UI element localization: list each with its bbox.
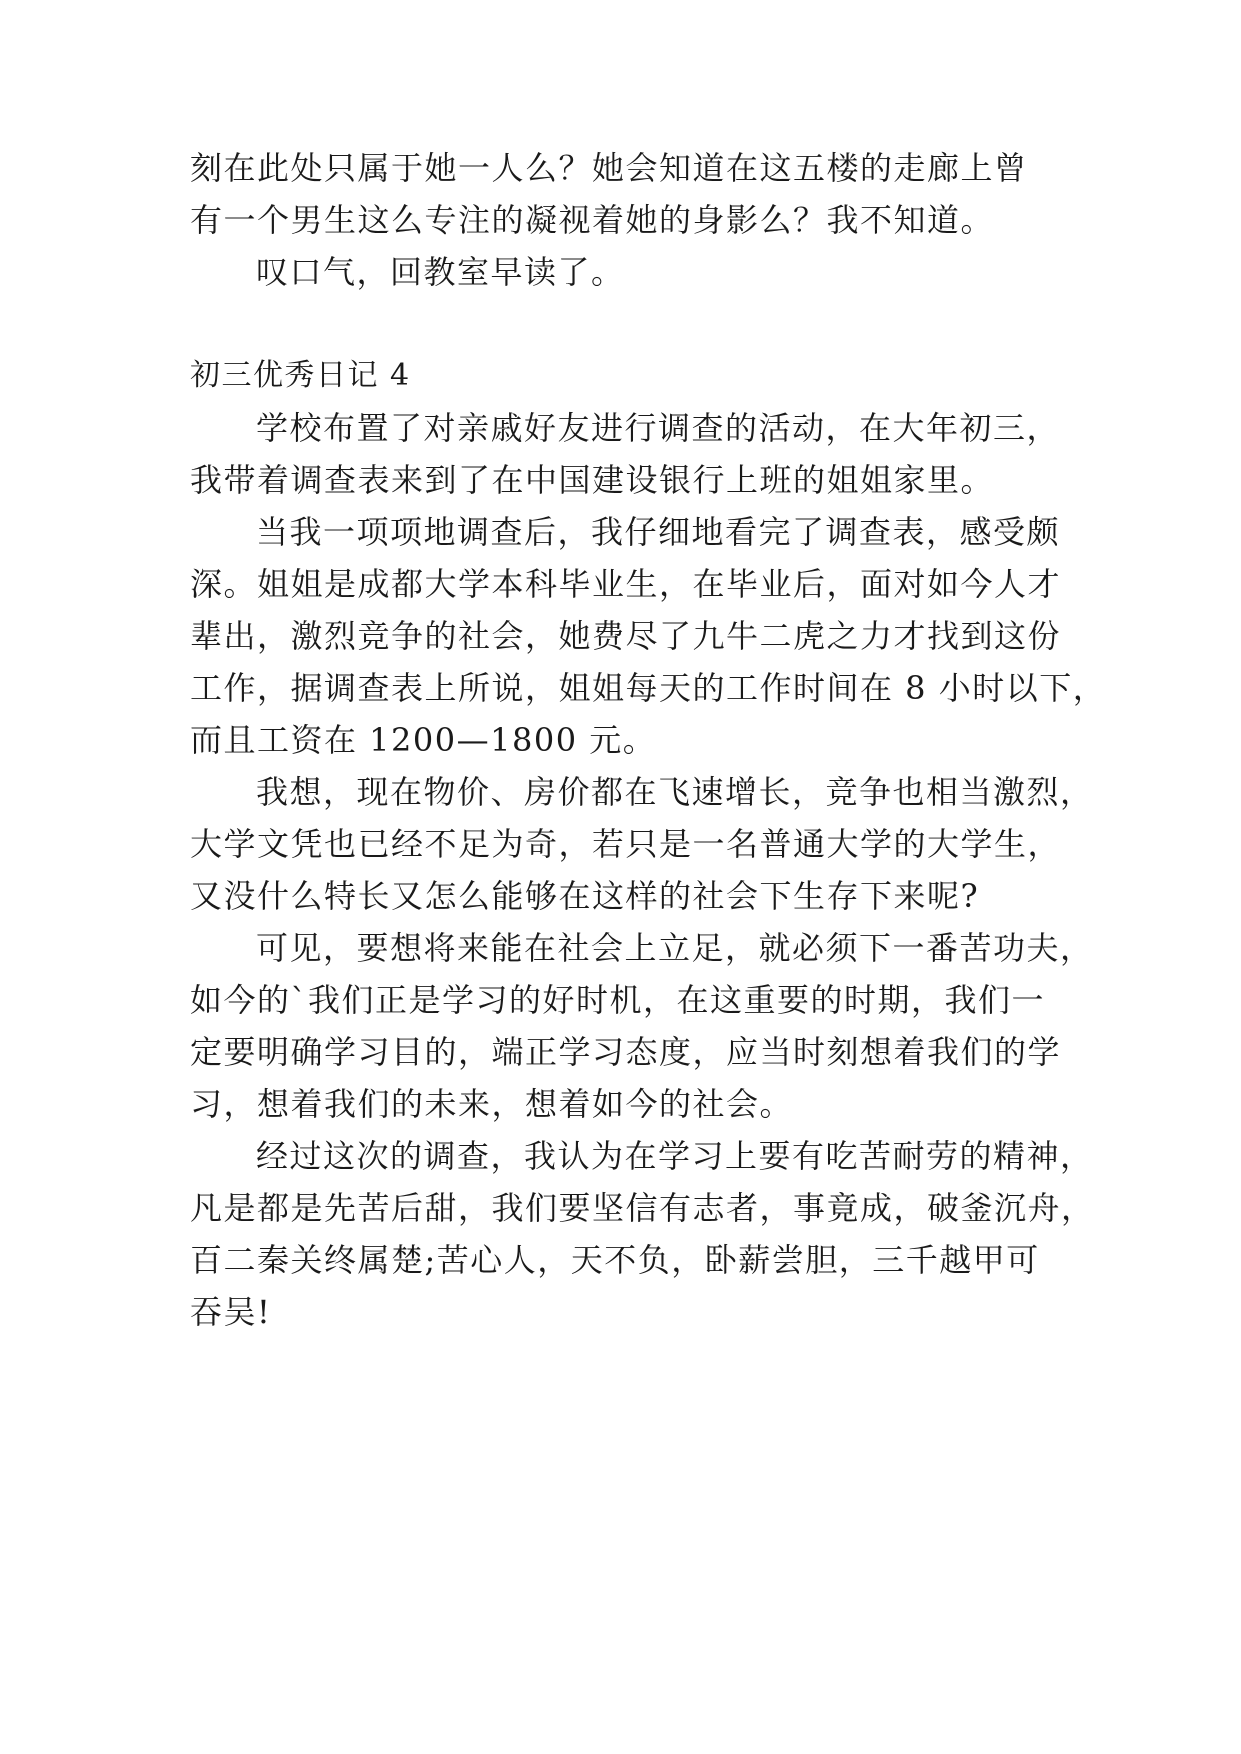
paragraph-4-line-3: 定要明确学习目的，端正学习态度，应当时刻想着我们的学 <box>190 1033 1062 1071</box>
section-title: 初三优秀日记 4 <box>190 358 411 393</box>
prev-text-line-3: 叹口气，回教室早读了。 <box>256 253 625 291</box>
paragraph-4-line-1: 可见，要想将来能在社会上立足，就必须下一番苦功夫， <box>256 929 1094 967</box>
paragraph-2-line-2: 深。姐姐是成都大学本科毕业生，在毕业后，面对如今人才 <box>190 565 1062 603</box>
paragraph-2-line-5: 而且工资在 1200—1800 元。 <box>190 721 657 759</box>
paragraph-1-line-2: 我带着调查表来到了在中国建设银行上班的姐姐家里。 <box>190 461 995 499</box>
paragraph-3-line-2: 大学文凭也已经不足为奇，若只是一名普通大学的大学生， <box>190 825 1062 863</box>
paragraph-4-line-2: 如今的`我们正是学习的好时机，在这重要的时期，我们一 <box>190 981 1046 1019</box>
paragraph-5-line-3: 百二秦关终属楚;苦心人，天不负，卧薪尝胆，三千越甲可 <box>190 1241 1040 1279</box>
prev-text-line-1: 刻在此处只属于她一人么？她会知道在这五楼的走廊上曾 <box>190 149 1028 187</box>
paragraph-3-line-1: 我想，现在物价、房价都在飞速增长，竞争也相当激烈， <box>256 773 1094 811</box>
paragraph-2-line-4: 工作，据调查表上所说，姐姐每天的工作时间在 8 小时以下， <box>190 669 1107 707</box>
paragraph-1-line-1: 学校布置了对亲戚好友进行调查的活动，在大年初三， <box>256 409 1061 447</box>
paragraph-5-line-2: 凡是都是先苦后甜，我们要坚信有志者，事竟成，破釜沉舟， <box>190 1189 1095 1227</box>
paragraph-2-line-3: 辈出，激烈竞争的社会，她费尽了九牛二虎之力才找到这份 <box>190 617 1062 655</box>
paragraph-5-line-1: 经过这次的调查，我认为在学习上要有吃苦耐劳的精神， <box>256 1137 1094 1175</box>
paragraph-2-line-1: 当我一项项地调查后，我仔细地看完了调查表，感受颇 <box>256 513 1061 551</box>
paragraph-5-line-4: 吞吴! <box>190 1293 272 1331</box>
paragraph-3-line-3: 又没什么特长又怎么能够在这样的社会下生存下来呢? <box>190 877 980 915</box>
prev-text-line-2: 有一个男生这么专注的凝视着她的身影么？我不知道。 <box>190 201 995 239</box>
paragraph-4-line-4: 习，想着我们的未来，想着如今的社会。 <box>190 1085 794 1123</box>
